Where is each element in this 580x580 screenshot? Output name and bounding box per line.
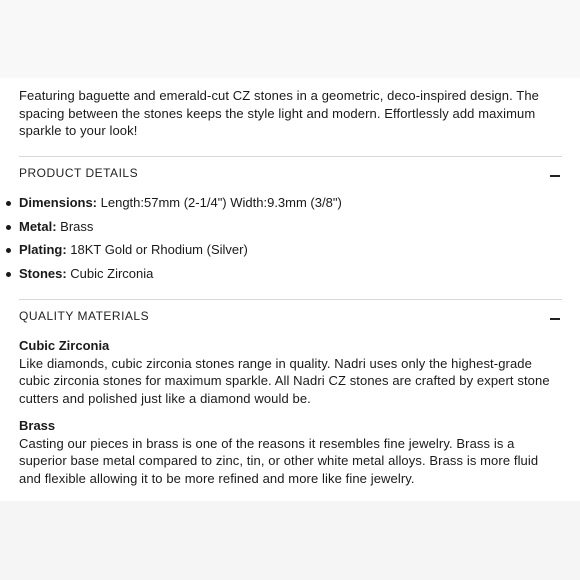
detail-value: Brass bbox=[56, 218, 94, 234]
bullet-icon bbox=[6, 272, 11, 277]
material-brass bbox=[19, 417, 559, 487]
top-band bbox=[0, 0, 580, 78]
detail-item-plating bbox=[0, 238, 342, 262]
detail-item-stones bbox=[0, 262, 342, 286]
minus-icon[interactable] bbox=[550, 318, 560, 320]
bottom-band bbox=[0, 501, 580, 580]
detail-value: Length:57mm (2-1/4") Width:9.3mm (3/8") bbox=[97, 195, 342, 210]
quality-materials-header[interactable] bbox=[19, 300, 562, 332]
intro-text: Featuring baguette and emerald-cut CZ stones in a geometric, deco-inspired design. The spacing between the stones keeps the style light and modern. Effortlessly add maximum sparkle to your look! bbox=[19, 88, 539, 138]
material-cubic-zirconia bbox=[19, 337, 559, 407]
detail-item-dimensions bbox=[0, 191, 342, 215]
detail-key: Plating: bbox=[19, 242, 67, 257]
material-text: Like diamonds, cubic zirconia stones range in quality. Nadri uses only the highest-grade cubic zirconia stones for maximum sparkle. All Nadri CZ stones are crafted by expert stone cutters and polished just like a diamond would be. bbox=[19, 355, 550, 406]
quality-materials-title: QUALITY MATERIALS bbox=[19, 309, 150, 323]
detail-item-metal bbox=[0, 215, 342, 239]
detail-key: Dimensions: bbox=[19, 195, 98, 210]
bullet-icon bbox=[6, 225, 11, 230]
product-details-list bbox=[0, 191, 342, 285]
detail-key: Metal: bbox=[19, 218, 57, 234]
material-text: Casting our pieces in brass is one of the reasons it resembles fine jewelry. Brass is a superior base metal compared to zinc, tin, or other white metal alloys. Brass is more fluid and flexible allowing it to be more refined and more like fine jewelry. bbox=[19, 435, 539, 486]
detail-key: Stones: bbox=[19, 265, 67, 281]
bullet-icon bbox=[6, 248, 11, 253]
product-details-title: PRODUCT DETAILS bbox=[19, 166, 139, 180]
material-title: Brass bbox=[19, 418, 56, 433]
material-title: Cubic Zirconia bbox=[19, 338, 110, 353]
bullet-icon bbox=[6, 201, 11, 206]
detail-value: 18KT Gold or Rhodium (Silver) bbox=[66, 242, 248, 257]
product-description-panel bbox=[0, 78, 580, 501]
product-details-header[interactable] bbox=[19, 157, 562, 189]
minus-icon[interactable] bbox=[550, 175, 560, 177]
detail-value: Cubic Zirconia bbox=[66, 265, 154, 281]
